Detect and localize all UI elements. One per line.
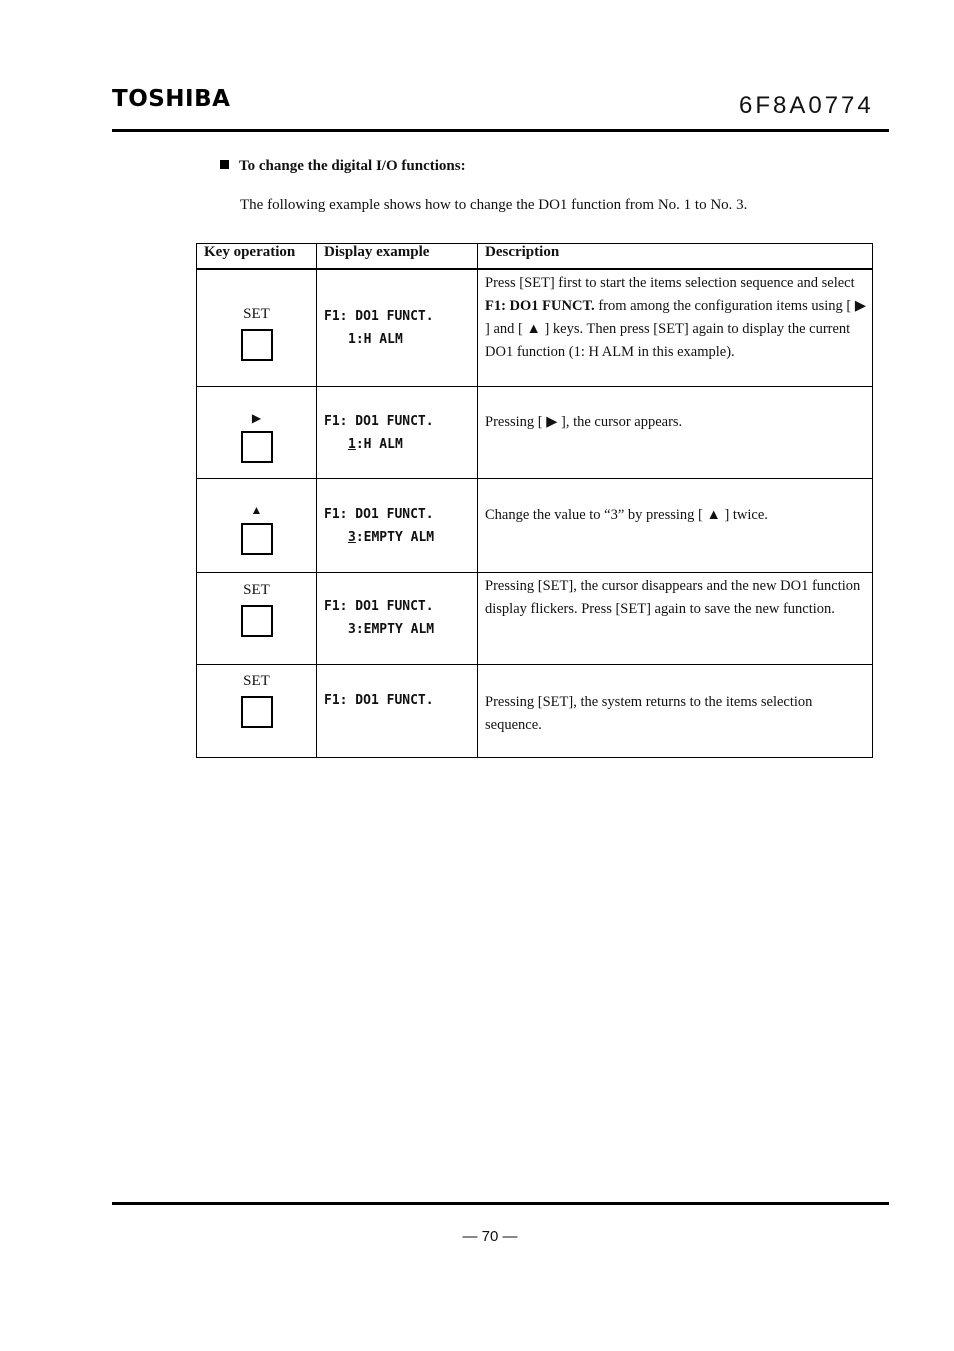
display-cell <box>317 269 478 386</box>
description-cell <box>478 269 873 386</box>
display-line-1: F1: DO1 FUNCT. <box>324 506 434 522</box>
section-heading <box>220 158 466 175</box>
table-row <box>197 478 873 572</box>
key-square-icon <box>241 696 273 728</box>
header-key-operation: Key operation <box>197 244 317 270</box>
display-line-1: F1: DO1 FUNCT. <box>324 598 434 614</box>
display-line-2: :H ALM <box>355 436 403 452</box>
display-cell <box>317 664 478 757</box>
display-cell <box>317 386 478 478</box>
key-cell <box>197 478 317 572</box>
key-operation-table <box>196 243 873 758</box>
table-row <box>197 572 873 664</box>
display-line-1: F1: DO1 FUNCT. <box>324 309 434 324</box>
key-label-set: SET <box>243 581 270 598</box>
display-line-1: F1: DO1 FUNCT. <box>324 692 434 708</box>
description-cell <box>478 572 873 664</box>
key-cell <box>197 572 317 664</box>
header-display-example: Display example <box>317 244 478 270</box>
key-cell <box>197 386 317 478</box>
description-bold-text: F1: DO1 FUNCT. <box>485 298 595 314</box>
table-row <box>197 664 873 757</box>
description-text-cont: from among the configuration items using [ ▶ ] and [ ▲ ] keys. Then press [SET] again to display the current DO1 function (1: H ALM in this example). <box>485 298 866 360</box>
description-cell <box>478 664 873 757</box>
table-row <box>197 269 873 386</box>
footer-divider <box>112 1202 889 1205</box>
intro-paragraph: The following example shows how to change the DO1 function from No. 1 to No. 3. <box>240 197 748 213</box>
key-square-icon <box>241 605 273 637</box>
key-cell <box>197 664 317 757</box>
up-arrow-icon: ▲ <box>250 502 263 517</box>
display-cursor: 3 <box>348 529 356 545</box>
description-text: Pressing [ ▶ ], the cursor appears. <box>485 413 683 430</box>
description-text: Pressing [SET], the system returns to the items selection sequence. <box>485 693 813 733</box>
description-cell <box>478 386 873 478</box>
display-line-2: 3:EMPTY ALM <box>348 621 435 637</box>
description-text: Change the value to “3” by pressing [ ▲ ] twice. <box>485 506 768 523</box>
section-heading-text: To change the digital I/O functions: <box>239 158 466 174</box>
key-label-set: SET <box>243 306 270 322</box>
key-square-icon <box>241 431 273 463</box>
key-label-set: SET <box>243 672 270 689</box>
header-divider <box>112 129 889 132</box>
display-line-1: F1: DO1 FUNCT. <box>324 413 434 429</box>
key-square-icon <box>241 329 273 361</box>
table-row <box>197 386 873 478</box>
description-text: Pressing [SET], the cursor disappears and the new DO1 function display flickers. Press [SET] again to save the new function. <box>485 577 861 617</box>
display-line-2: 1:H ALM <box>348 332 403 347</box>
description-text: Press [SET] first to start the items selection sequence and select <box>485 275 855 291</box>
document-number: 6F8A0774 <box>739 92 874 119</box>
display-cell <box>317 478 478 572</box>
table-header-row <box>197 244 873 270</box>
right-arrow-icon: ▶ <box>251 410 262 425</box>
display-line-2: :EMPTY ALM <box>355 529 435 545</box>
page-number: — 70 — <box>462 1228 518 1245</box>
display-cell <box>317 572 478 664</box>
key-cell <box>197 269 317 386</box>
header-description: Description <box>478 244 873 270</box>
brand-logo: TOSHIBA <box>112 86 231 112</box>
description-cell <box>478 478 873 572</box>
display-cursor: 1 <box>348 436 356 452</box>
key-square-icon <box>241 523 273 555</box>
square-bullet-icon <box>220 160 229 169</box>
